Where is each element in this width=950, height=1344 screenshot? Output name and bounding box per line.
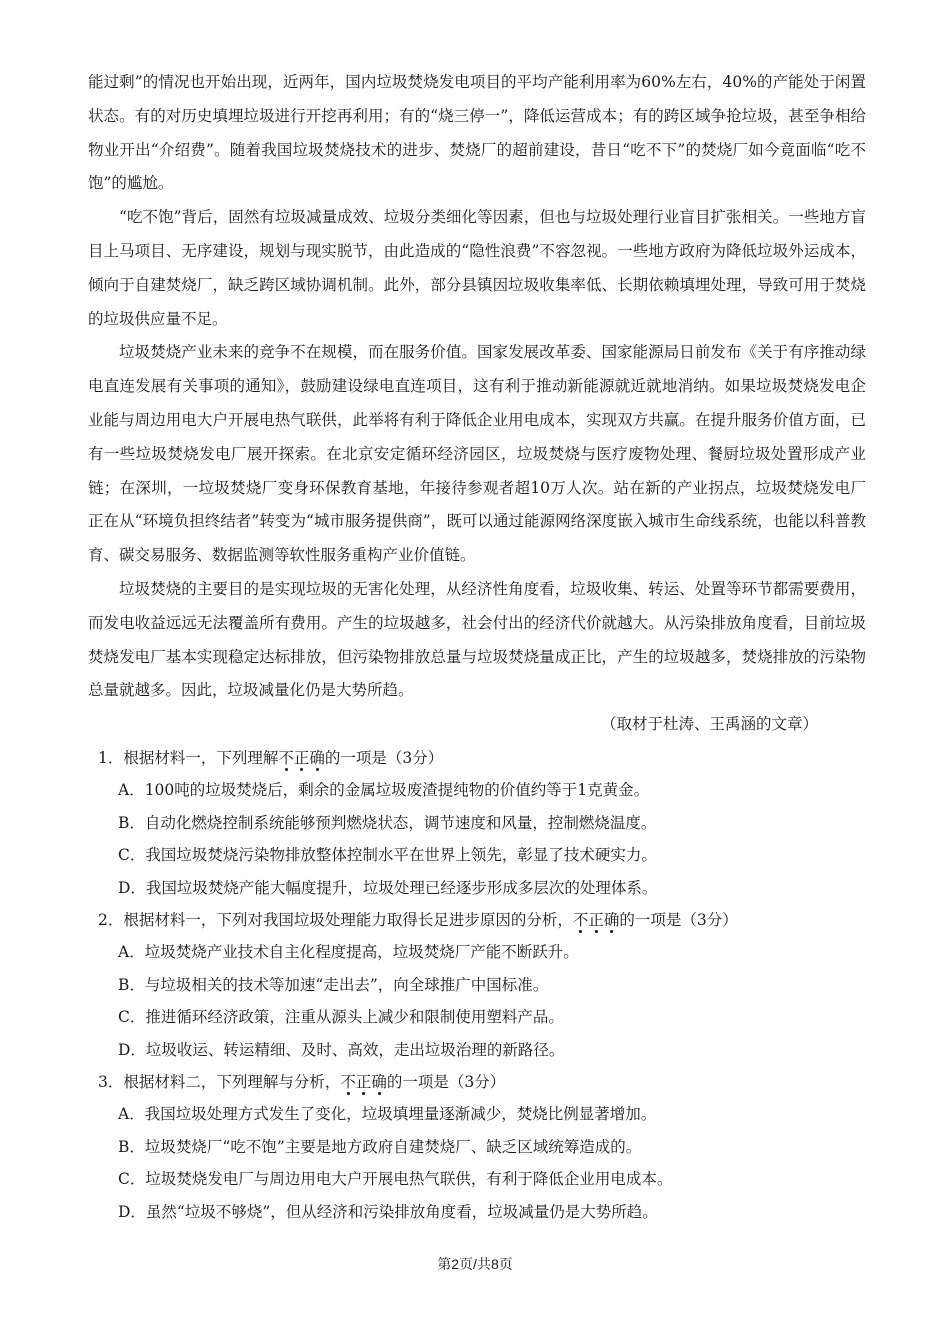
question-stem-before: 3．根据材料二，下列理解与分析， [98,1073,341,1091]
passage-paragraph-1: 能过剩”的情况也开始出现，近两年，国内垃圾焚烧发电项目的平均产能利用率为60%左右，40%的产能处于闲置状态。有的对历史填埋垃圾进行开挖再利用；有的“烧三停一”，降低运营成本；有的跨区域争抢垃圾，甚至争相给物业开出“介绍费”。随着我国垃圾焚烧技术的进步、焚烧厂的超前建设，昔日“吃不下”的焚烧厂如今竟面临“吃不饱”的尴尬。 [88,73,866,193]
answer-option: A．垃圾焚烧产业技术自主化程度提高，垃圾焚烧厂产能不断跃升。 [118,943,579,962]
answer-options [88,1098,866,1228]
question-stem-after: 的一项是（3分） [386,1073,506,1091]
source-note: （取材于杜涛、王禹涵的文章） [600,715,818,734]
answer-option: D．垃圾收运、转运精细、及时、高效，走出垃圾治理的新路径。 [118,1040,565,1059]
answer-option: C．垃圾焚烧发电厂与周边用电大户开展电热气联供，有利于降低企业用电成本。 [118,1170,673,1189]
answer-option: B．垃圾焚烧厂“吃不饱”主要是地方政府自建焚烧厂、缺乏区域统筹造成的。 [118,1137,642,1156]
question-stem [88,1066,866,1098]
answer-options [88,774,866,904]
answer-option: D．虽然“垃圾不够烧”，但从经济和污染排放角度看，垃圾减量仍是大势所趋。 [118,1202,658,1221]
question-2 [88,904,866,1066]
exam-page-body [88,66,866,1228]
emphasis-marked-text: 不正确 [572,910,620,929]
emphasis-marked-text: 不正确 [340,1073,387,1091]
answer-option: C．推进循环经济政策，注重从源头上减少和限制使用塑料产品。 [118,1008,564,1027]
answer-option: C．我国垃圾焚烧污染物排放整体控制水平在世界上领先，彰显了技术硬实力。 [118,846,657,865]
question-stem-after: 的一项是（3分） [619,910,738,929]
question-stem-before: 2．根据材料一，下列对我国垃圾处理能力取得长足进步原因的分析， [98,910,573,929]
passage-paragraph-4: 垃圾焚烧的主要目的是实现垃圾的无害化处理，从经济性角度看，垃圾收集、转运、处置等环节都需要费用，而发电收益远远无法覆盖所有费用。产生的垃圾越多，社会付出的经济代价就越大。从污染排放角度看，目前垃圾焚烧发电厂基本实现稳定达标排放，但污染物排放总量与垃圾焚烧量成正比，产生的垃圾越多，焚烧排放的污染物总量就越多。因此，垃圾减量化仍是大势所趋。 [88,579,866,700]
question-3 [88,1066,866,1228]
answer-option: A．我国垃圾处理方式发生了变化，垃圾填埋量逐渐减少，焚烧比例显著增加。 [118,1105,657,1124]
question-stem [88,742,866,774]
question-1 [88,742,866,904]
answer-option: D．我国垃圾焚烧产能大幅度提升，垃圾处理已经逐步形成多层次的处理体系。 [118,878,658,897]
answer-options [88,936,866,1066]
question-stem-before: 1．根据材料一，下列理解 [98,748,279,767]
emphasis-marked-text: 不正确 [278,748,325,767]
question-stem [88,904,866,936]
passage-paragraph-3: 垃圾焚烧产业未来的竞争不在规模，而在服务价值。国家发展改革委、国家能源局日前发布《关于有序推动绿电直连发展有关事项的通知》，鼓励建设绿电直连项目，这有利于推动新能源就近就地消纳。如果垃圾焚烧发电企业能与周边用电大户开展电热气联供，此举将有利于降低企业用电成本，实现双方共赢。在提升服务价值方面，已有一些垃圾焚烧发电厂展开探索。在北京安定循环经济园区，垃圾焚烧与医疗废物处理、餐厨垃圾处置形成产业链；在深圳，一垃圾焚烧厂变身环保教育基地，年接待参观者超10万人次。站在新的产业拐点，垃圾焚烧发电厂正在从“环境负担终结者”转变为“城市服务提供商”，既可以通过能源网络深度嵌入城市生命线系统，也能以科普教育、碳交易服务、数据监测等软性服务重构产业价值链。 [88,343,866,565]
answer-option: B．与垃圾相关的技术等加速“走出去”，向全球推广中国标准。 [118,975,549,994]
passage-paragraph-2: “吃不饱”背后，固然有垃圾减量成效、垃圾分类细化等因素，但也与垃圾处理行业盲目扩张相关。一些地方盲目上马项目、无序建设，规划与现实脱节，由此造成的“隐性浪费”不容忽视。一些地方政府为降低垃圾外运成本，倾向于自建焚烧厂，缺乏跨区域协调机制。此外，部分县镇因垃圾收集率低、长期依赖填埋处理，导致可用于焚烧的垃圾供应量不足。 [88,208,866,328]
answer-option: B．自动化燃烧控制系统能够预判燃烧状态，调节速度和风量，控制燃烧温度。 [118,813,657,832]
page-number-footer: 第2页/共8页 [437,1256,513,1272]
answer-option: A．100吨的垃圾焚烧后，剩余的金属垃圾废渣提纯物的价值约等于1克黄金。 [118,781,650,800]
question-stem-after: 的一项是（3分） [324,748,444,767]
